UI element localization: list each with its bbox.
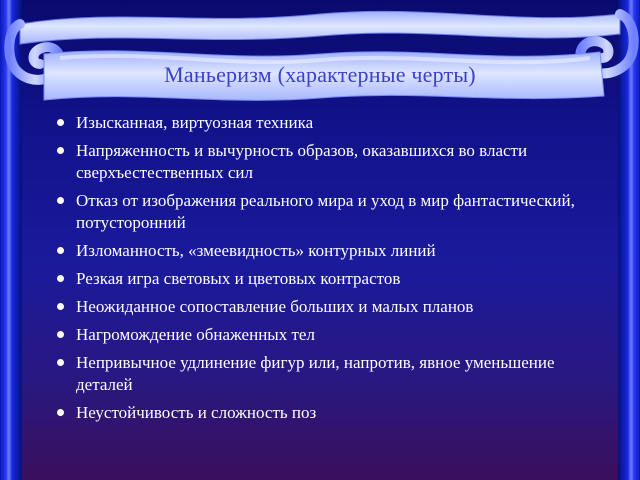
bullet-item <box>50 352 610 396</box>
bullet-text: Нагромождение обнаженных тел <box>76 325 315 344</box>
bullet-item <box>50 190 610 234</box>
bullet-text: Резкая игра световых и цветовых контрастов <box>76 269 401 288</box>
bullet-item <box>50 268 610 290</box>
bullet-item <box>50 112 610 134</box>
bullet-text: Изломанность, «змеевидность» контурных линий <box>76 241 436 260</box>
slide-title: Маньеризм (характерные черты) <box>164 62 476 87</box>
bullet-text: Непривычное удлинение фигур или, напротив, явное уменьшение деталей <box>76 353 555 394</box>
bullet-text: Отказ от изображения реального мира и уход в мир фантастический, потусторонний <box>76 191 575 232</box>
bullet-item <box>50 402 610 424</box>
bullet-item <box>50 240 610 262</box>
bullet-icon <box>57 147 64 154</box>
scroll-banner <box>0 0 640 110</box>
bullet-text: Напряженность и вычурность образов, оказавшихся во власти сверхъестественных сил <box>76 141 528 182</box>
bullet-icon <box>57 359 64 366</box>
bullet-icon <box>57 303 64 310</box>
bullet-item <box>50 296 610 318</box>
bullet-icon <box>57 409 64 416</box>
bullet-icon <box>57 275 64 282</box>
bullet-text: Изысканная, виртуозная техника <box>76 113 314 132</box>
bullet-icon <box>57 197 64 204</box>
bullet-icon <box>57 119 64 126</box>
bullet-icon <box>57 331 64 338</box>
bullet-item <box>50 140 610 184</box>
bullet-text: Неустойчивость и сложность поз <box>76 403 317 422</box>
bullet-item <box>50 324 610 346</box>
bullet-list <box>50 112 610 430</box>
bullet-text: Неожиданное сопоставление больших и малых планов <box>76 297 474 316</box>
bullet-icon <box>57 247 64 254</box>
scroll-top-edge <box>20 11 620 44</box>
